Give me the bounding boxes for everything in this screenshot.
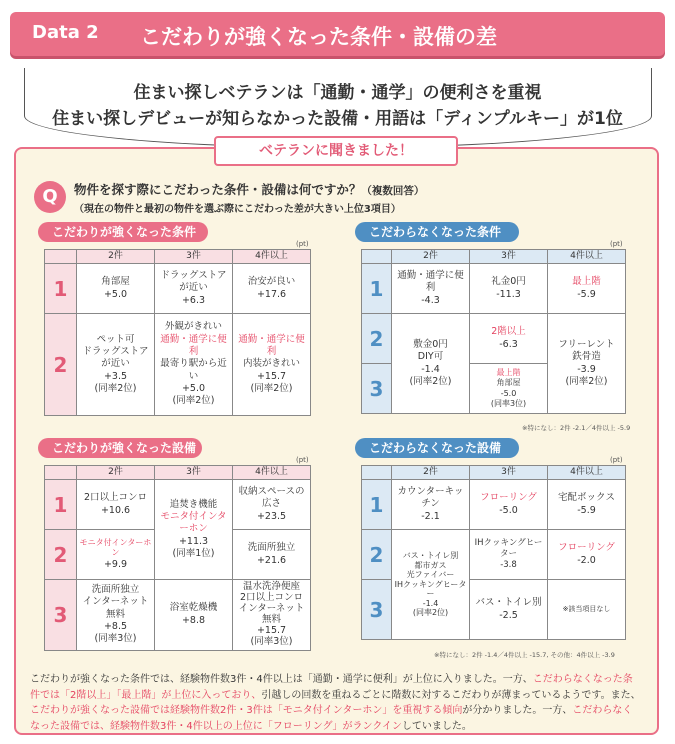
- col-header: 4件以上: [548, 250, 626, 264]
- col-header: 4件以上: [233, 466, 311, 480]
- table-cell: IHクッキングヒーター -3.8: [470, 530, 548, 580]
- data-tag: Data 2: [32, 22, 99, 43]
- rank-cell: 2: [362, 314, 392, 364]
- table-cell: バス・トイレ別 都市ガス 光ファイバー IHクッキングヒーター -1.4 (同率2位): [392, 530, 470, 640]
- col-header: 2件: [77, 466, 155, 480]
- footnote: ※特になし：2件 -1.4／4件以上 -15.7, その他：4件以上 -3.9: [434, 651, 615, 659]
- col-header: 3件: [470, 466, 548, 480]
- table-cell: 2階以上 -6.3: [470, 314, 548, 364]
- rank-cell: 1: [362, 264, 392, 314]
- table-cell: 宅配ボックス -5.9: [548, 480, 626, 530]
- corner-cell: [362, 250, 392, 264]
- table-cell: 洗面所独立 +21.6: [233, 530, 311, 580]
- table-cell: 最上階 角部屋 -5.0 (同率3位): [470, 364, 548, 414]
- col-header: 3件: [155, 466, 233, 480]
- question-icon: Q: [34, 181, 66, 213]
- table-cell: フローリング -5.0: [470, 480, 548, 530]
- cond-strong-title: こだわりが強くなった条件: [38, 222, 208, 242]
- table-cell: 追焚き機能 モニタ付インターホン +11.3 (同率1位): [155, 480, 233, 580]
- col-header: 4件以上: [233, 250, 311, 264]
- summary-segment: が分かりました。一方、: [462, 705, 573, 716]
- table-cell: 通勤・通学に便利 内装がきれい +15.7 (同率2位): [233, 314, 311, 416]
- table-cell: カウンターキッチン -2.1: [392, 480, 470, 530]
- table-cell: 礼金0円 -11.3: [470, 264, 548, 314]
- veteran-ribbon: ベテランに聞きました！: [214, 136, 458, 166]
- equip-strong-title: こだわりが強くなった設備: [38, 438, 202, 458]
- table-cell: ※該当項目なし: [548, 580, 626, 640]
- rank-cell: 3: [45, 580, 77, 651]
- table-cell: 角部屋 +5.0: [77, 264, 155, 314]
- table-cell: 2口以上コンロ +10.6: [77, 480, 155, 530]
- table-cell: フリーレント 鉄骨造 -3.9 (同率2位): [548, 314, 626, 414]
- col-header: 2件: [392, 466, 470, 480]
- cond-weak-title: こだわらなくなった条件: [355, 222, 519, 242]
- summary-segment: こだわらなくなった条件では「2階以上」「最上階」が上位に入っており、: [30, 674, 633, 701]
- page-title: こだわりが強くなった条件・設備の差: [140, 25, 497, 49]
- summary-segment: していました。: [401, 720, 472, 732]
- header-banner: [10, 12, 665, 56]
- rank-cell: 3: [362, 580, 392, 640]
- table-cell: 最上階 -5.9: [548, 264, 626, 314]
- table-cell: 敷金0円 DIY可 -1.4 (同率2位): [392, 314, 470, 414]
- rank-cell: 3: [362, 364, 392, 414]
- rank-cell: 2: [45, 530, 77, 580]
- table-cell: 通勤・通学に便利 -4.3: [392, 264, 470, 314]
- equip-weak-title: こだわらなくなった設備: [355, 438, 519, 458]
- summary-segment: こだわりが強くなった条件では、経験物件数3件・4件以上は「通勤・通学に便利」が上位に入りました。一方、: [30, 674, 533, 685]
- question-subtext: （現在の物件と最初の物件を選ぶ際にこだわった差が大きい上位3項目）: [74, 204, 401, 215]
- table-cell: ドラッグストアが近い +6.3: [155, 264, 233, 314]
- col-header: 3件: [155, 250, 233, 264]
- table-cell: フローリング -2.0: [548, 530, 626, 580]
- rank-cell: 2: [45, 314, 77, 416]
- table-cell: ペット可 ドラッグストアが近い +3.5 (同率2位): [77, 314, 155, 416]
- corner-cell: [45, 466, 77, 480]
- rank-cell: 1: [45, 264, 77, 314]
- col-header: 3件: [470, 250, 548, 264]
- summary-text: [30, 672, 642, 734]
- table-cell: 外観がきれい 通勤・通学に便利 最寄り駅から近い +5.0 (同率2位): [155, 314, 233, 416]
- subtitle-line-1: 住まい探しベテランは「通勤・通学」の便利さを重視: [133, 83, 542, 103]
- rank-cell: 1: [362, 480, 392, 530]
- cond-weak-table: [361, 249, 626, 414]
- table-cell: 温水洗浄便座 2口以上コンロ インターネット無料 +15.7 (同率3位): [233, 580, 311, 651]
- table-cell: 治安が良い +17.6: [233, 264, 311, 314]
- table-cell: 収納スペースの広さ +23.5: [233, 480, 311, 530]
- summary-segment: こだわりが強くなった設備では経験物件数2件・3件は「モニタ付インターホン」を重視する傾向: [30, 705, 463, 716]
- unit-label: (pt): [296, 240, 309, 248]
- unit-label: (pt): [610, 456, 623, 464]
- table-cell: モニタ付インターホン +9.9: [77, 530, 155, 580]
- rank-cell: 1: [45, 480, 77, 530]
- unit-label: (pt): [610, 240, 623, 248]
- col-header: 2件: [77, 250, 155, 264]
- subtitle-line-2: 住まい探しデビューが知らなかった設備・用語は「ディンプルキー」が1位: [52, 109, 623, 129]
- corner-cell: [362, 466, 392, 480]
- table-cell: 洗面所独立 インターネット無料 +8.5 (同率3位): [77, 580, 155, 651]
- footnote: ※特になし：2件 -2.1／4件以上 -5.9: [522, 424, 631, 432]
- col-header: 4件以上: [548, 466, 626, 480]
- col-header: 2件: [392, 250, 470, 264]
- corner-cell: [45, 250, 77, 264]
- table-cell: 浴室乾燥機 +8.8: [155, 580, 233, 651]
- equip-strong-table: [44, 465, 311, 651]
- cond-strong-table: [44, 249, 311, 416]
- table-cell: バス・トイレ別 -2.5: [470, 580, 548, 640]
- summary-segment: こだわらなくなった設備では、経験物件数3件・4件以上の上位に「フローリング」がランクイン: [30, 705, 633, 732]
- equip-weak-table: [361, 465, 626, 640]
- question-text: 物件を探す際にこだわった条件・設備は何ですか？（複数回答）: [74, 182, 425, 197]
- rank-cell: 2: [362, 530, 392, 580]
- unit-label: (pt): [296, 456, 309, 464]
- summary-segment: 引越しの回数を重ねるごとに階数に対するこだわりが薄まっているようです。また、: [261, 689, 641, 701]
